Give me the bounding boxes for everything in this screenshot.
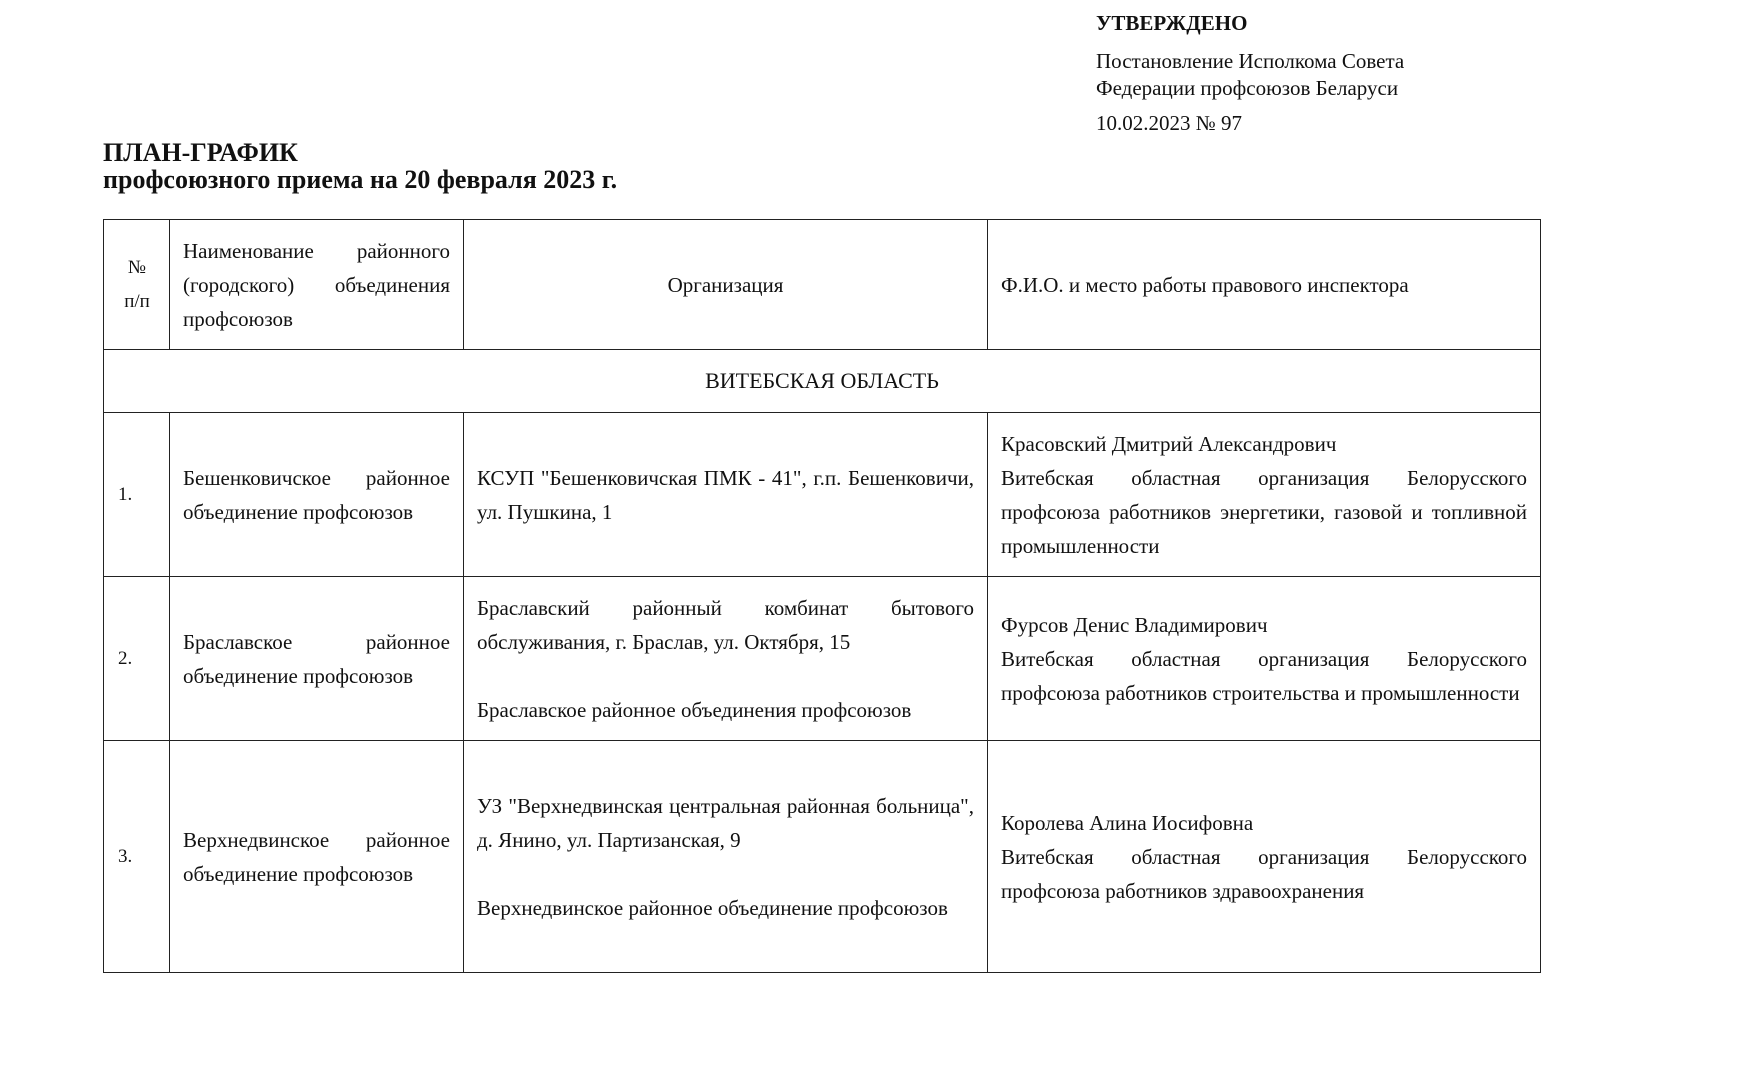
inspector-place: Витебская областная организация Белорусского профсоюза работников строительства и промышленности bbox=[1001, 646, 1527, 705]
row-num: 2. bbox=[104, 577, 170, 741]
header-inspector: Ф.И.О. и место работы правового инспектора bbox=[988, 220, 1541, 350]
row-inspector bbox=[988, 577, 1541, 741]
approval-heading: УТВЕРЖДЕНО bbox=[1096, 11, 1248, 35]
row-organization bbox=[464, 577, 988, 741]
row-inspector bbox=[988, 741, 1541, 973]
organization-secondary: Браславское районное объединения профсоюзов bbox=[477, 697, 912, 722]
row-organization bbox=[464, 741, 988, 973]
table-row bbox=[104, 741, 1541, 973]
row-inspector bbox=[988, 413, 1541, 577]
organization-secondary: Верхнедвинское районное объединение профсоюзов bbox=[477, 895, 948, 920]
region-row bbox=[104, 350, 1541, 413]
table-header-row bbox=[104, 220, 1541, 350]
row-district: Бешенковичское районное объединение профсоюзов bbox=[170, 413, 464, 577]
approval-line-1: Постановление Исполкома Совета bbox=[1096, 49, 1405, 73]
inspector-place: Витебская областная организация Белорусского профсоюза работников здравоохранения bbox=[1001, 844, 1527, 903]
row-num: 3. bbox=[104, 741, 170, 973]
approval-stamp bbox=[1096, 10, 1696, 137]
organization-primary: КСУП "Бешенковичская ПМК - 41", г.п. Бешенковичи, ул. Пушкина, 1 bbox=[477, 465, 974, 524]
approval-number: 10.02.2023 № 97 bbox=[1096, 111, 1243, 135]
table-row bbox=[104, 577, 1541, 741]
approval-line-2: Федерации профсоюзов Беларуси bbox=[1096, 76, 1399, 100]
row-district: Верхнедвинское районное объединение профсоюзов bbox=[170, 741, 464, 973]
page-title bbox=[103, 139, 617, 193]
header-num: № п/п bbox=[104, 220, 170, 350]
title-line-2: профсоюзного приема на 20 февраля 2023 г. bbox=[103, 165, 618, 194]
organization-primary: Браславский районный комбинат бытового обслуживания, г. Браслав, ул. Октября, 15 bbox=[477, 595, 974, 654]
row-district: Браславское районное объединение профсоюзов bbox=[170, 577, 464, 741]
row-num: 1. bbox=[104, 413, 170, 577]
region-name: ВИТЕБСКАЯ ОБЛАСТЬ bbox=[104, 350, 1541, 413]
inspector-name: Фурсов Денис Владимирович bbox=[1001, 612, 1268, 637]
row-organization bbox=[464, 413, 988, 577]
header-district: Наименование районного (городского) объединения профсоюзов bbox=[170, 220, 464, 350]
inspector-place: Витебская областная организация Белорусского профсоюза работников энергетики, газовой и топливной промышленности bbox=[1001, 465, 1527, 558]
inspector-name: Красовский Дмитрий Александрович bbox=[1001, 431, 1337, 456]
table-row bbox=[104, 413, 1541, 577]
schedule-table bbox=[103, 219, 1541, 973]
title-line-1: ПЛАН-ГРАФИК bbox=[103, 138, 298, 167]
organization-primary: УЗ "Верхнедвинская центральная районная больница", д. Янино, ул. Партизанская, 9 bbox=[477, 793, 974, 852]
header-organization: Организация bbox=[464, 220, 988, 350]
inspector-name: Королева Алина Иосифовна bbox=[1001, 810, 1254, 835]
